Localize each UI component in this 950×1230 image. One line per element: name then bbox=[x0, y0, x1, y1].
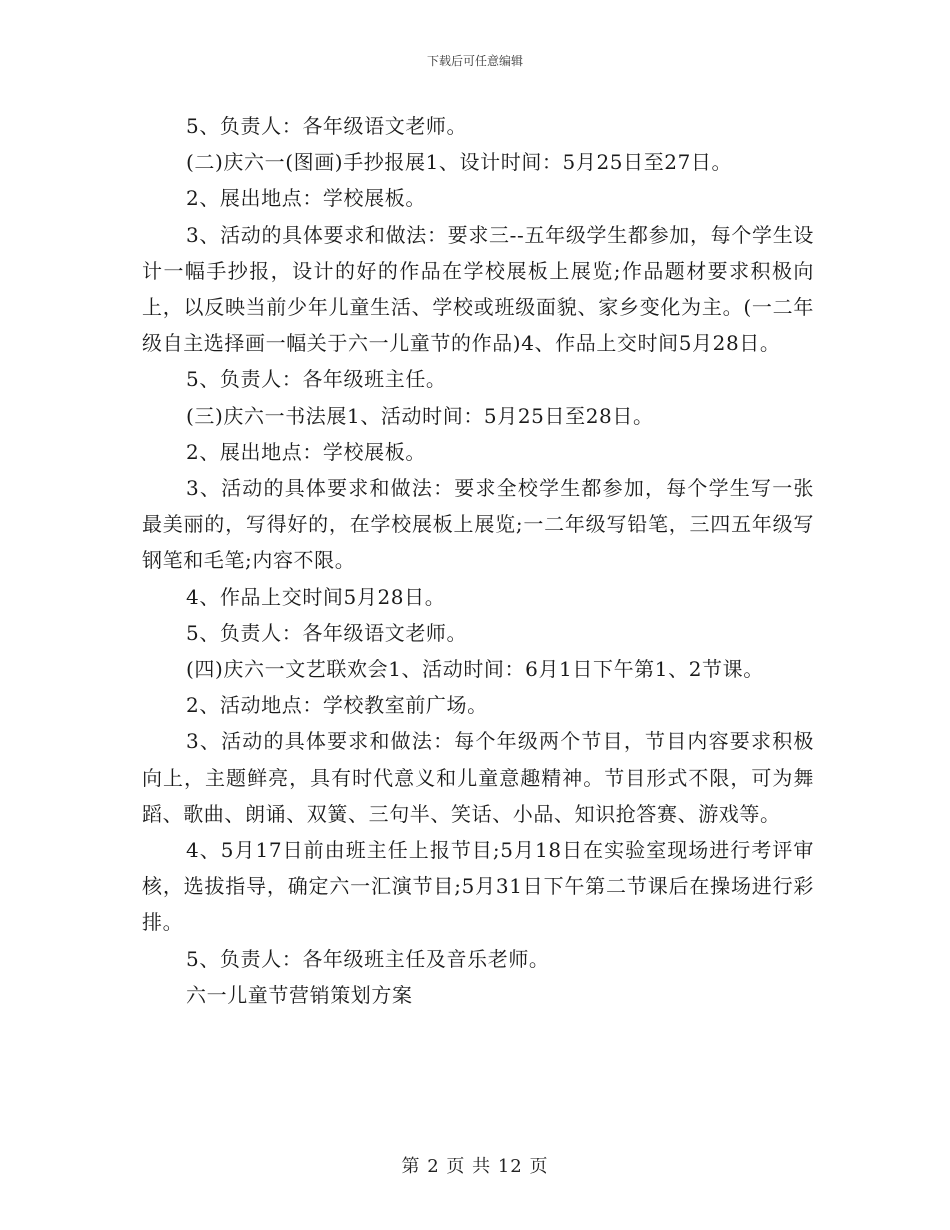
paragraph: 3、活动的具体要求和做法：每个年级两个节目，节目内容要求积极向上，主题鲜亮，具有时代意义和儿童意趣精神。节目形式不限，可为舞蹈、歌曲、朗诵、双簧、三句半、笑话、小品、知识抢答赛、游戏等。 bbox=[142, 729, 814, 826]
page-header: 下载后可任意编辑 bbox=[426, 54, 523, 68]
paragraph: 2、展出地点：学校展板。 bbox=[186, 186, 426, 211]
paragraph: 4、5月17日前由班主任上报节目;5月18日在实验室现场进行考评审核，选拔指导，确定六一汇演节目;5月31日下午第二节课后在操场进行彩排。 bbox=[142, 838, 814, 935]
paragraph: 3、活动的具体要求和做法：要求全校学生都参加，每个学生写一张最美丽的，写得好的，在学校展板上展览;一二年级写铅笔，三四五年级写钢笔和毛笔;内容不限。 bbox=[142, 476, 814, 573]
paragraph: (四)庆六一文艺联欢会1、活动时间：6月1日下午第1、2节课。 bbox=[186, 657, 764, 682]
section-heading: 六一儿童节营销策划方案 bbox=[186, 982, 413, 1007]
paragraph: 5、负责人：各年级语文老师。 bbox=[186, 620, 468, 645]
paragraph: 5、负责人：各年级班主任。 bbox=[186, 367, 447, 392]
paragraph: 2、活动地点：学校教室前广场。 bbox=[186, 693, 488, 718]
paragraph: (二)庆六一(图画)手抄报展1、设计时间：5月25日至27日。 bbox=[186, 150, 733, 175]
paragraph: 5、负责人：各年级语文老师。 bbox=[186, 114, 468, 138]
paragraph: 4、作品上交时间5月28日。 bbox=[186, 584, 446, 609]
paragraph: 3、活动的具体要求和做法：要求三--五年级学生都参加，每个学生设计一幅手抄报，设计的好的作品在学校展板上展览;作品题材要求积极向上，以反映当前少年儿童生活、学校或班级面貌、家乡变化为主。(一二年级自主选择画一幅关于六一儿童节的作品)4、作品上交时间5月28日。 bbox=[142, 222, 814, 356]
paragraph: (三)庆六一书法展1、活动时间：5月25日至28日。 bbox=[186, 403, 654, 428]
document-body bbox=[142, 108, 814, 1013]
paragraph: 2、展出地点：学校展板。 bbox=[186, 439, 426, 464]
paragraph: 5、负责人：各年级班主任及音乐老师。 bbox=[186, 946, 550, 971]
page-number-footer: 第 2 页 共 12 页 bbox=[401, 1156, 549, 1177]
